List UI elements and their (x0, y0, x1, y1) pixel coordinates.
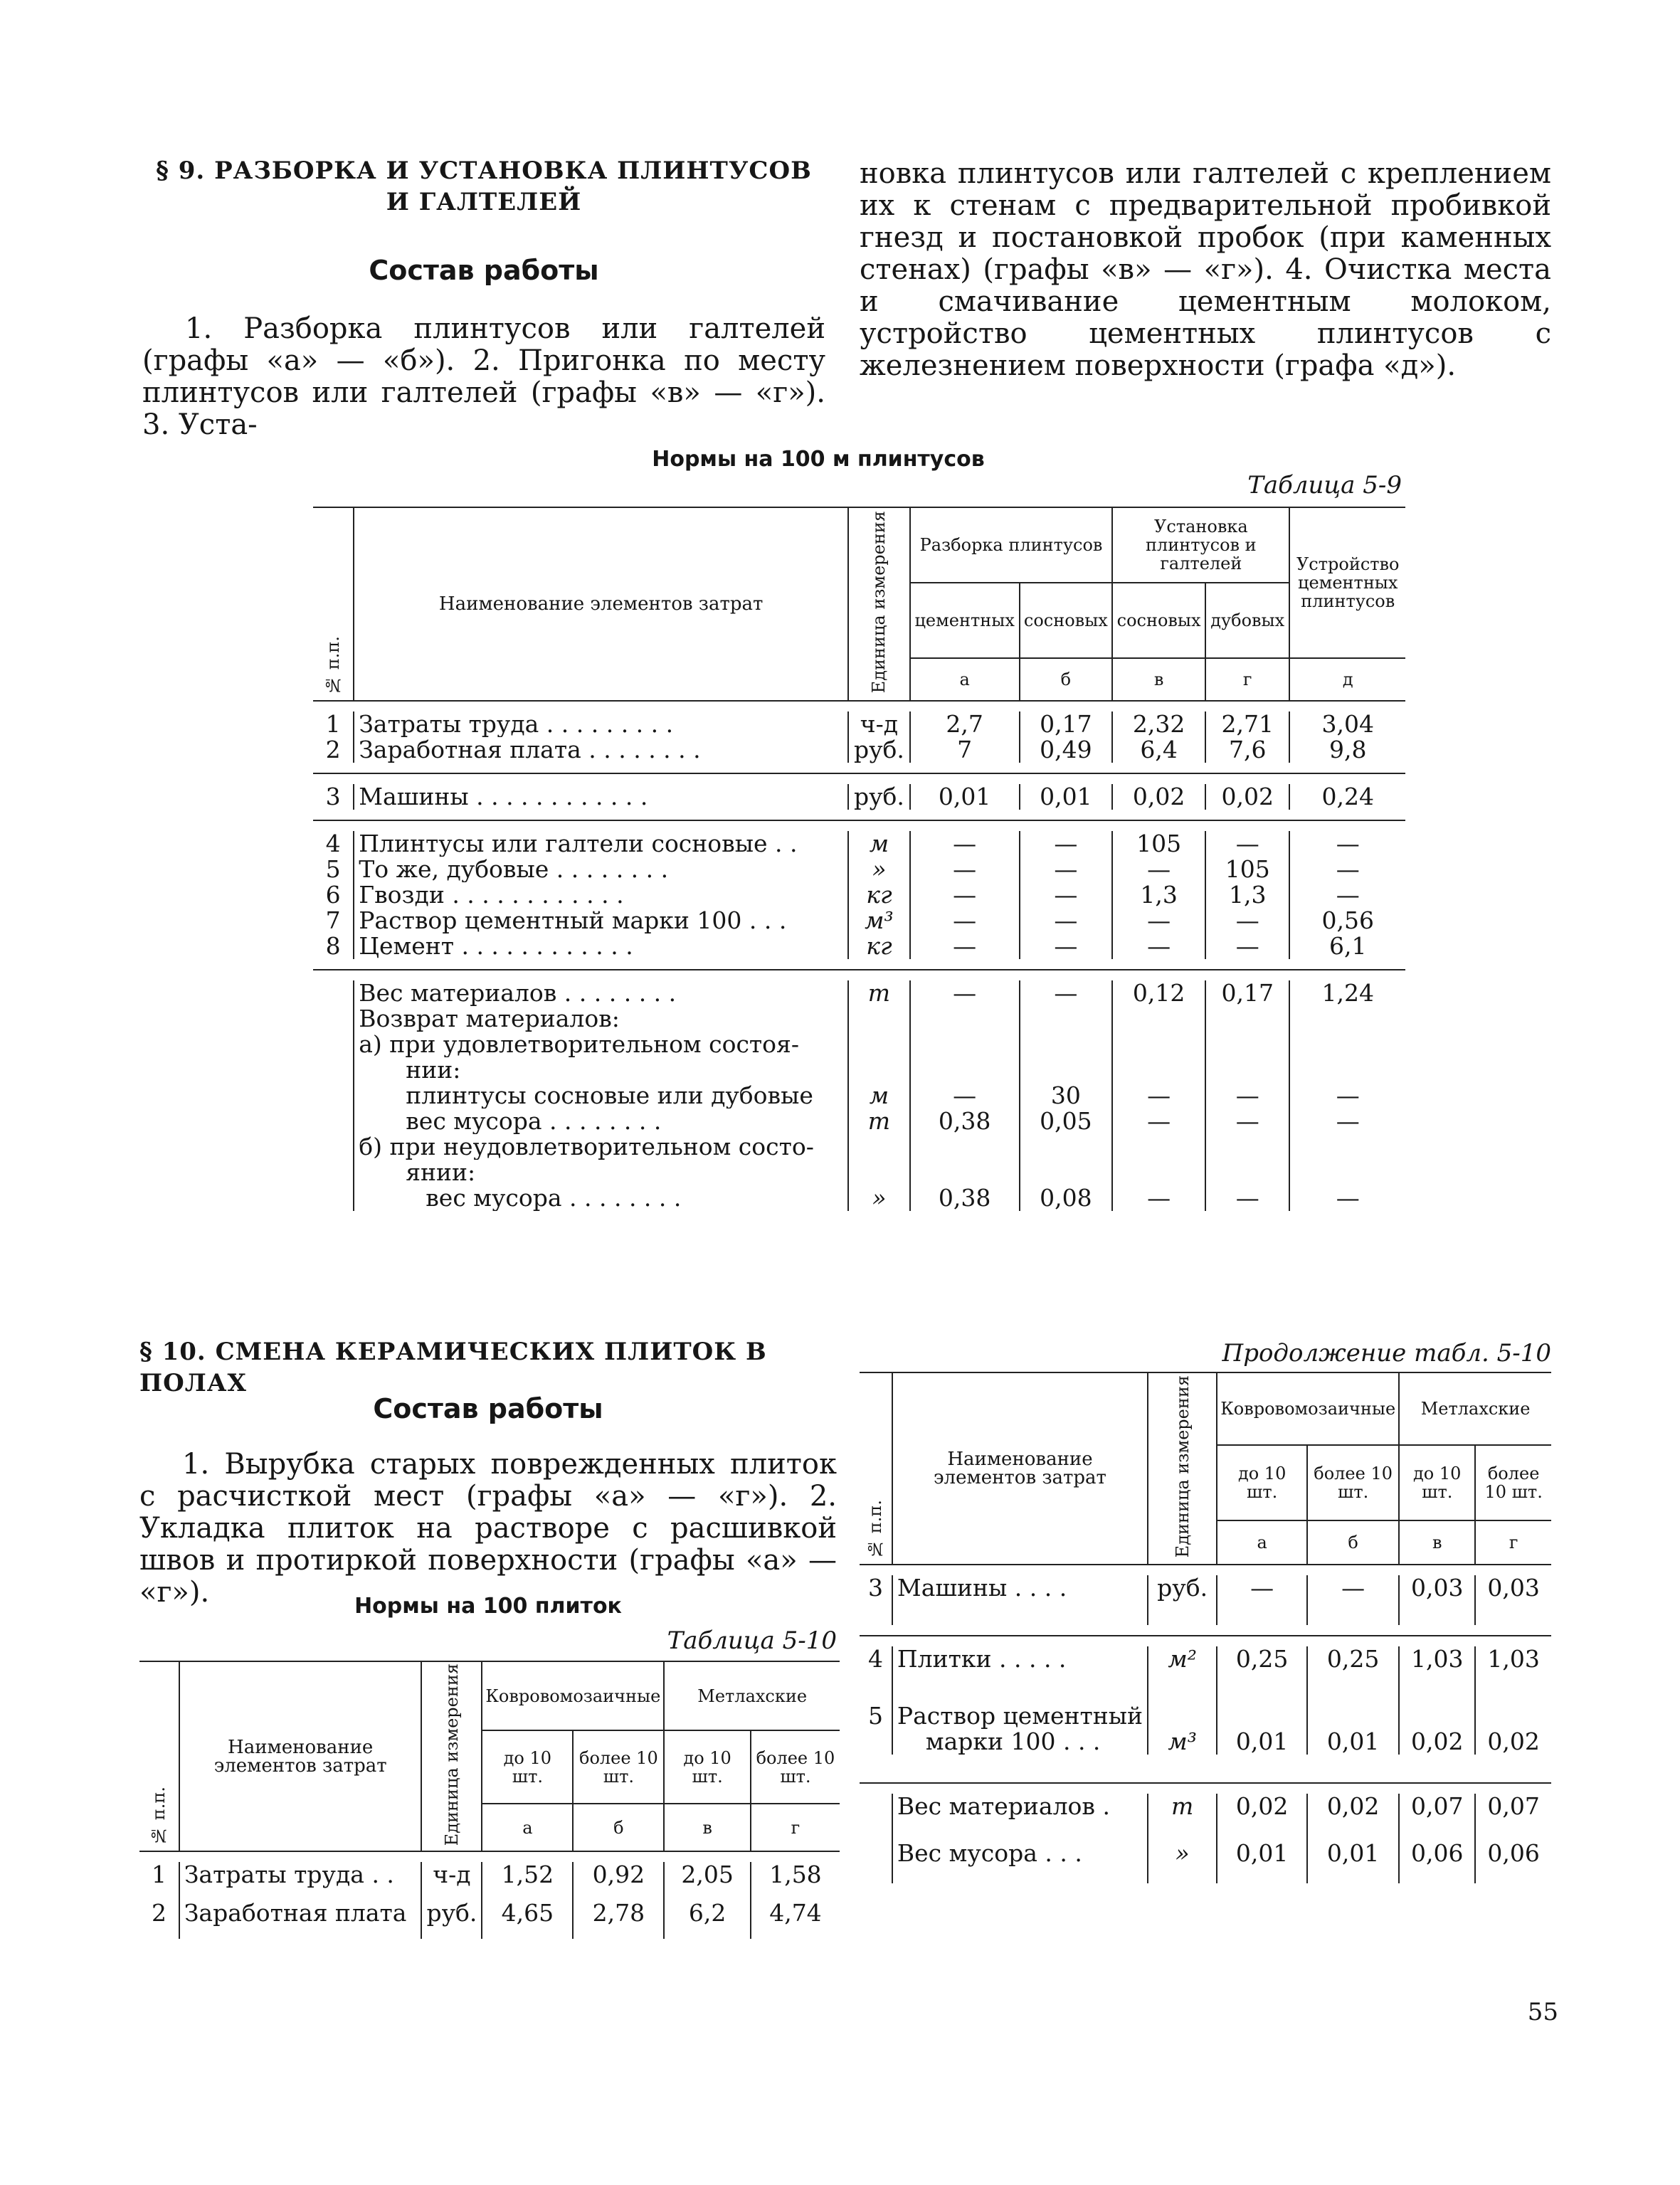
table-5-10 (139, 1661, 840, 1939)
row-name-line2: марки 100 . . . (925, 1728, 1101, 1755)
table59-group-2 (313, 773, 1405, 820)
row-num: 3 (867, 1574, 883, 1602)
row-num (860, 1841, 892, 1883)
row-name: Плинтусы или галтели сосновые . . (354, 831, 848, 857)
row-unit: м³ (848, 908, 910, 933)
table-row (139, 1862, 840, 1900)
row-name: То же, дубовые . . . . . . . . (354, 857, 848, 882)
row-name: янии: (354, 1160, 848, 1185)
col-letter-v: в (664, 1804, 751, 1851)
row-val-b: 0,92 (573, 1862, 664, 1900)
section10-work-title: Состав работы (373, 1393, 603, 1424)
row-val-d: 3,04 (1289, 711, 1405, 737)
row-val-a: — (910, 1083, 1020, 1109)
sub-header-a: цементных (910, 583, 1020, 658)
row-val-v: 2,32 (1112, 711, 1205, 737)
col-letter-v: в (1399, 1520, 1475, 1565)
row-val-a: 4,65 (482, 1900, 573, 1939)
row-val-b: 0,25 (1307, 1646, 1399, 1703)
row-name: вес мусора . . . . . . . . (354, 1185, 848, 1211)
row-name: Гвозди . . . . . . . . . . . . (354, 882, 848, 908)
row-val-b: — (1020, 908, 1113, 933)
row-val-d: — (1289, 1109, 1405, 1134)
col-header-name: Наименование элементов затрат (892, 1372, 1148, 1565)
row-val-a: — (910, 908, 1020, 933)
col-letter-b: б (1020, 658, 1113, 701)
row-val-a: 7 (910, 737, 1020, 763)
row-val-g: 0,17 (1205, 980, 1290, 1006)
row-name: Машины . . . . (892, 1575, 1148, 1625)
row-val-g: — (1205, 831, 1290, 857)
row-unit: » (848, 857, 910, 882)
sub-header-a: до 10 шт. (482, 1730, 573, 1804)
table59-caption: Нормы на 100 м плинтусов (652, 447, 985, 472)
row-val-v: 0,02 (1399, 1703, 1475, 1755)
col-header-name: Наименование элементов затрат (179, 1661, 422, 1851)
row-val-g: 7,6 (1205, 737, 1290, 763)
row-val-b: 0,01 (1020, 784, 1113, 810)
sub-header-b: более 10 шт. (573, 1730, 664, 1804)
table-row (313, 1006, 1405, 1032)
row-unit: кг (848, 882, 910, 908)
row-val-g: — (1205, 933, 1290, 959)
table-row (313, 1032, 1405, 1057)
table-row (313, 857, 1405, 882)
section9-paragraph-right: новка плинтусов или галтелей с креплением их к стенам с предварительной пробивкой гнезд и постановкой пробок (при каменных стенах) (графы «в» — «г»). 4. Очистка места и смачивание цементным молоком, устройство цементных плинтусов с железнением поверхности (графа «д»). (860, 157, 1551, 382)
row-val-a: 0,25 (1217, 1646, 1307, 1703)
row-val-a: 0,02 (1217, 1794, 1307, 1841)
row-name: Затраты труда . . (179, 1862, 422, 1900)
row-name: вес мусора . . . . . . . . (354, 1109, 848, 1134)
col-group-kovrovo: Ковровомозаичные (1217, 1372, 1399, 1445)
table510-continuation-label: Продолжение табл. 5-10 (1222, 1339, 1551, 1367)
row-val-v: 6,2 (664, 1900, 751, 1939)
row-val-b: 0,05 (1020, 1109, 1113, 1134)
section9-heading-line2: И ГАЛТЕЛЕЙ (386, 188, 582, 216)
row-val-d: — (1289, 1083, 1405, 1109)
row-val-b: 0,17 (1020, 711, 1113, 737)
col-header-unit: Единица измерения (1148, 1372, 1217, 1565)
row-name: б) при неудовлетворительном состо- (354, 1134, 848, 1160)
col-header-num: № п.п. (323, 636, 344, 695)
row-val-b: 30 (1020, 1083, 1113, 1109)
page-number: 55 (1527, 1998, 1558, 2026)
row-unit: м (848, 1083, 910, 1109)
col-letter-a: а (1217, 1520, 1307, 1565)
col-group-kovrovo: Ковровомозаичные (482, 1661, 664, 1730)
row-val-v: — (1112, 933, 1205, 959)
section9-heading (142, 155, 825, 218)
sub-header-g: дубовых (1205, 583, 1290, 658)
row-num: 2 (151, 1899, 167, 1927)
table-row (860, 1841, 1551, 1883)
table-5-9 (313, 507, 1405, 1211)
row-num: 2 (325, 736, 341, 763)
table59-group-3 (313, 820, 1405, 970)
row-name: Плитки . . . . . (892, 1646, 1148, 1703)
row-unit: т (1148, 1794, 1217, 1841)
row-unit: » (1148, 1841, 1217, 1883)
row-val-d: 9,8 (1289, 737, 1405, 763)
row-unit: м³ (1148, 1703, 1217, 1755)
row-num: 1 (151, 1861, 167, 1889)
row-val-g: 2,71 (1205, 711, 1290, 737)
col-group-metlakh: Метлахские (664, 1661, 840, 1730)
table-row (313, 933, 1405, 959)
row-val-g: — (1205, 908, 1290, 933)
row-val-a: — (910, 980, 1020, 1006)
col-group-razborka: Разборка плинтусов (910, 507, 1112, 583)
row-num: 8 (325, 932, 341, 960)
section10-paragraph: 1. Вырубка старых поврежденных плиток с расчисткой мест (графы «а» — «г»). 2. Укладка плиток на растворе с расшивкой швов и протиркой поверхности (графы «а» — «г»). (139, 1448, 837, 1609)
table510-label: Таблица 5-10 (667, 1626, 837, 1655)
row-unit: т (848, 980, 910, 1006)
row-val-d: — (1289, 882, 1405, 908)
row-val-b: 0,02 (1307, 1794, 1399, 1841)
row-val-v: — (1112, 1185, 1205, 1211)
col-header-num: № п.п. (149, 1787, 169, 1846)
row-val-g: 0,06 (1475, 1841, 1551, 1883)
table-row (313, 980, 1405, 1006)
row-val-g: 0,02 (1475, 1703, 1551, 1755)
sub-header-b: сосновых (1020, 583, 1113, 658)
row-unit: кг (848, 933, 910, 959)
row-val-g: 105 (1205, 857, 1290, 882)
row-val-g: — (1205, 1109, 1290, 1134)
row-name: Вес материалов . (892, 1794, 1148, 1841)
col-header-unit: Единица измерения (421, 1661, 482, 1851)
table-row (313, 1083, 1405, 1109)
section10-heading: § 10. СМЕНА КЕРАМИЧЕСКИХ ПЛИТОК В ПОЛАХ (139, 1338, 767, 1397)
sub-header-g: более 10 шт. (751, 1730, 840, 1804)
row-name: нии: (354, 1057, 848, 1083)
sub-header-b: более 10 шт. (1307, 1445, 1399, 1520)
row-name: плинтусы сосновые или дубовые (354, 1083, 848, 1109)
row-val-v: 0,02 (1112, 784, 1205, 810)
section9-work-title: Состав работы (369, 255, 599, 286)
table-row (313, 1160, 1405, 1185)
col-group-metlakh: Метлахские (1399, 1372, 1551, 1445)
row-val-g: — (1205, 1083, 1290, 1109)
section9-heading-line1: § 9. РАЗБОРКА И УСТАНОВКА ПЛИНТУСОВ (156, 157, 812, 185)
row-val-v: 1,03 (1399, 1646, 1475, 1703)
row-val-g: 0,02 (1205, 784, 1290, 810)
table-row (313, 1109, 1405, 1134)
row-val-d: — (1289, 1185, 1405, 1211)
sub-header-a: до 10 шт. (1217, 1445, 1307, 1520)
row-unit: ч-д (421, 1862, 482, 1900)
row-name: а) при удовлетворительном состоя- (354, 1032, 848, 1057)
row-val-b: — (1020, 980, 1113, 1006)
row-val-v: 105 (1112, 831, 1205, 857)
row-unit: руб. (848, 737, 910, 763)
row-val-g: 0,07 (1475, 1794, 1551, 1841)
col-group-ustanovka: Установка плинтусов и галтелей (1112, 507, 1289, 583)
row-val-d: 6,1 (1289, 933, 1405, 959)
row-val-a: 0,01 (1217, 1703, 1307, 1755)
row-val-b: 0,01 (1307, 1703, 1399, 1755)
row-val-g: — (1205, 1185, 1290, 1211)
row-val-b: — (1020, 933, 1113, 959)
table-row (860, 1703, 1551, 1755)
row-val-b: 2,78 (573, 1900, 664, 1939)
row-name: Раствор цементный марки 100 . . . (354, 908, 848, 933)
table59-label: Таблица 5-9 (1247, 471, 1402, 499)
row-name: Заработная плата (179, 1900, 422, 1939)
row-num: 3 (325, 783, 341, 810)
row-name: Машины . . . . . . . . . . . . (354, 784, 848, 810)
row-num: 4 (325, 830, 341, 857)
row-val-d: — (1289, 857, 1405, 882)
row-num: 6 (325, 881, 341, 909)
row-val-v: 0,03 (1399, 1575, 1475, 1625)
col-letter-a: а (910, 658, 1020, 701)
row-name: Вес мусора . . . (892, 1841, 1148, 1883)
row-num: 1 (325, 710, 341, 738)
table-row (139, 1900, 840, 1939)
row-val-b: — (1307, 1575, 1399, 1625)
table59-group-1 (313, 701, 1405, 773)
row-val-d: 0,24 (1289, 784, 1405, 810)
row-val-b: 0,08 (1020, 1185, 1113, 1211)
table-5-10-continuation (860, 1372, 1551, 1883)
row-val-v: 0,12 (1112, 980, 1205, 1006)
table-row (313, 1185, 1405, 1211)
table-row (860, 1794, 1551, 1841)
row-val-a: — (910, 933, 1020, 959)
row-val-g: 1,3 (1205, 882, 1290, 908)
row-val-b: — (1020, 831, 1113, 857)
table-row (313, 784, 1405, 810)
row-unit: м (848, 831, 910, 857)
row-val-g: 1,58 (751, 1862, 840, 1900)
table-row (313, 711, 1405, 737)
row-val-b: 0,49 (1020, 737, 1113, 763)
row-name: Заработная плата . . . . . . . . (354, 737, 848, 763)
row-val-b: 0,01 (1307, 1841, 1399, 1883)
row-name: Возврат материалов: (354, 1006, 848, 1032)
col-letter-b: б (573, 1804, 664, 1851)
row-val-v: 1,3 (1112, 882, 1205, 908)
section9-paragraph-left: 1. Разборка плинтусов или галтелей (графы «а» — «б»). 2. Пригонка по месту плинтусов или галтелей (графы «в» — «г»). 3. Уста- (142, 312, 825, 441)
sub-header-v: до 10 шт. (1399, 1445, 1475, 1520)
row-num: 7 (325, 906, 341, 934)
row-name: Вес материалов . . . . . . . . (354, 980, 848, 1006)
row-val-a: 1,52 (482, 1862, 573, 1900)
row-unit: руб. (848, 784, 910, 810)
row-val-v: — (1112, 908, 1205, 933)
row-name: Затраты труда . . . . . . . . . (354, 711, 848, 737)
table-row (860, 1646, 1551, 1703)
row-name-line1: Раствор цементный (897, 1703, 1143, 1730)
row-num: 5 (867, 1702, 883, 1730)
row-unit: руб. (1148, 1575, 1217, 1625)
col-letter-g: г (1205, 658, 1290, 701)
col-header-unit: Единица измерения (848, 507, 910, 701)
row-val-a: — (1217, 1575, 1307, 1625)
table59-materials (313, 970, 1405, 1211)
table-row (860, 1575, 1551, 1625)
col-header-num: № п.п. (865, 1500, 886, 1559)
row-val-a: 2,7 (910, 711, 1020, 737)
row-val-g: 4,74 (751, 1900, 840, 1939)
row-val-g: 1,03 (1475, 1646, 1551, 1703)
row-val-v: 0,06 (1399, 1841, 1475, 1883)
row-val-v: — (1112, 1083, 1205, 1109)
row-val-a: 0,38 (910, 1185, 1020, 1211)
row-val-a: 0,38 (910, 1109, 1020, 1134)
row-val-b: — (1020, 857, 1113, 882)
col-letter-a: а (482, 1804, 573, 1851)
row-val-a: — (910, 857, 1020, 882)
row-name (892, 1703, 1148, 1755)
row-val-a: — (910, 831, 1020, 857)
row-val-d: — (1289, 831, 1405, 857)
col-letter-g: г (1475, 1520, 1551, 1565)
row-val-d: 0,56 (1289, 908, 1405, 933)
row-val-d: 1,24 (1289, 980, 1405, 1006)
row-val-v: — (1112, 857, 1205, 882)
sub-header-g: более 10 шт. (1475, 1445, 1551, 1520)
table-row (313, 1057, 1405, 1083)
col-letter-b: б (1307, 1520, 1399, 1565)
row-val-a: — (910, 882, 1020, 908)
row-name: Цемент . . . . . . . . . . . . (354, 933, 848, 959)
row-num (860, 1794, 892, 1841)
sub-header-v: сосновых (1112, 583, 1205, 658)
row-val-v: — (1112, 1109, 1205, 1134)
row-val-a: 0,01 (1217, 1841, 1307, 1883)
col-header-name: Наименование элементов затрат (354, 507, 848, 701)
row-unit: м² (1148, 1646, 1217, 1703)
row-unit: » (848, 1185, 910, 1211)
table-row (313, 882, 1405, 908)
table-row (313, 1134, 1405, 1160)
col-group-ustroistvo: Устройство цементных плинтусов (1289, 507, 1405, 658)
row-val-a: 0,01 (910, 784, 1020, 810)
row-val-b: — (1020, 882, 1113, 908)
row-num: 4 (867, 1645, 883, 1673)
table-row (313, 831, 1405, 857)
row-unit: т (848, 1109, 910, 1134)
table-row (313, 908, 1405, 933)
sub-header-v: до 10 шт. (664, 1730, 751, 1804)
row-val-v: 6,4 (1112, 737, 1205, 763)
row-val-v: 2,05 (664, 1862, 751, 1900)
col-letter-v: в (1112, 658, 1205, 701)
row-val-g: 0,03 (1475, 1575, 1551, 1625)
row-val-v: 0,07 (1399, 1794, 1475, 1841)
table510-caption: Нормы на 100 плиток (354, 1594, 622, 1619)
row-unit: ч-д (848, 711, 910, 737)
row-num: 5 (325, 855, 341, 883)
table-row (313, 737, 1405, 763)
col-letter-d: д (1289, 658, 1405, 701)
col-letter-g: г (751, 1804, 840, 1851)
row-unit: руб. (421, 1900, 482, 1939)
